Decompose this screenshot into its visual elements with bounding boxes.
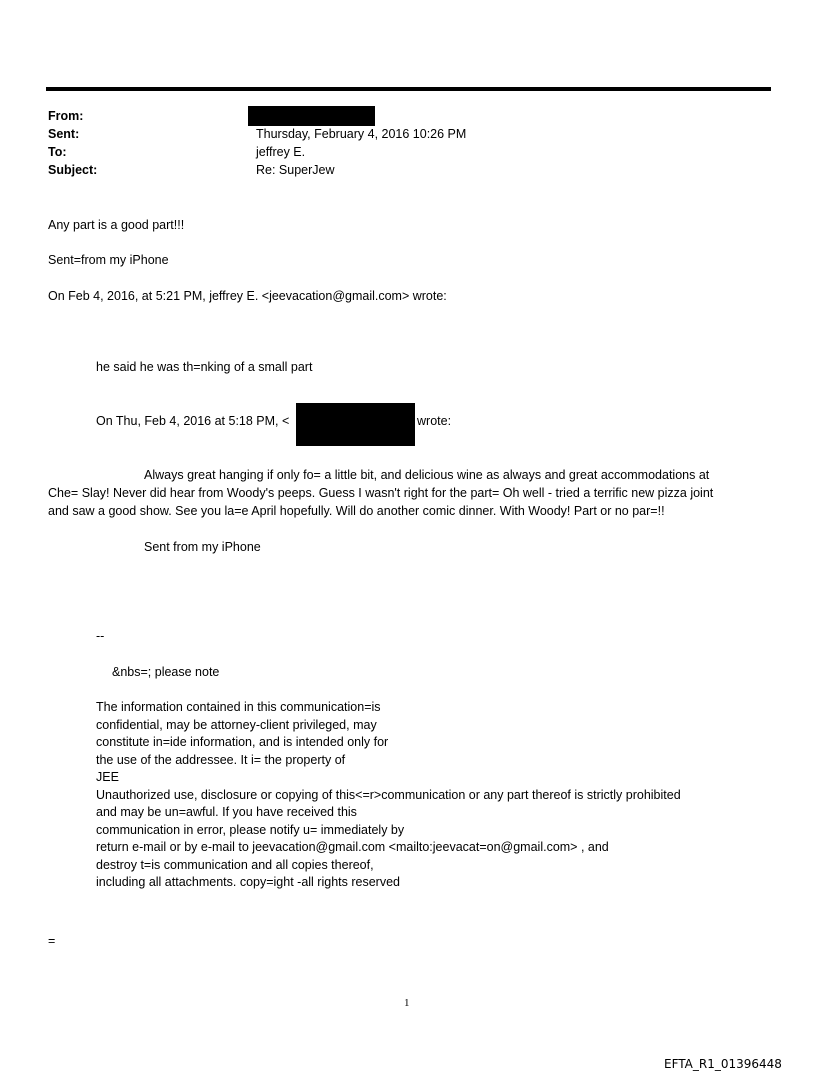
inner-attribution-prefix: On Thu, Feb 4, 2016 at 5:18 PM, < <box>96 414 290 428</box>
disclaimer-line: the use of the addressee. It i= the property of <box>96 752 346 767</box>
disclaimer-line: communication in error, please notify u= immediately by <box>96 822 405 837</box>
quoted-reply: he said he was th=nking of a small part <box>96 360 313 374</box>
disclaimer-line: and may be un=awful. If you have received this <box>96 805 357 819</box>
inner-sender-redaction <box>296 403 415 446</box>
to-label: To: <box>48 145 67 159</box>
reply-line: Any part is a good part!!! <box>48 218 185 232</box>
inner-message-line-3: and saw a good show. See you la=e April hopefully. Will do another comic dinner. With Woody! Part or no par=!! <box>48 504 665 518</box>
subject-value: Re: SuperJew <box>256 163 335 177</box>
disclaimer-line: confidential, may be attorney-client privileged, may <box>96 717 377 732</box>
to-value: jeffrey E. <box>256 145 306 159</box>
subject-label: Subject: <box>48 163 98 177</box>
disclaimer-line: including all attachments. copy=ight -all rights reserved <box>96 875 400 889</box>
disclaimer-line: destroy t=is communication and all copies thereof, <box>96 857 374 872</box>
disclaimer <box>96 699 681 892</box>
disclaimer-line: return e-mail or by e-mail to jeevacation@gmail.com <mailto:jeevacat=on@gmail.com> , and <box>96 840 609 854</box>
sent-value: Thursday, February 4, 2016 10:26 PM <box>256 127 467 141</box>
quote-attribution: On Feb 4, 2016, at 5:21 PM, jeffrey E. <jeevacation@gmail.com> wrote: <box>48 289 447 303</box>
signature-dashes: -- <box>96 629 105 643</box>
please-note: &nbs=; please note <box>112 665 220 679</box>
page-number: 1 <box>404 997 410 1009</box>
header-rule <box>46 87 771 91</box>
inner-attribution-suffix: wrote: <box>417 414 452 428</box>
disclaimer-line: JEE <box>96 770 119 784</box>
inner-signature: Sent from my iPhone <box>144 540 261 554</box>
disclaimer-line: Unauthorized use, disclosure or copying of this<=r>communication or any part thereof is strictly prohibited <box>96 787 681 802</box>
from-label: From: <box>48 109 84 123</box>
sent-label: Sent: <box>48 127 80 141</box>
trailing-equals: = <box>48 934 56 948</box>
from-redaction <box>248 106 375 126</box>
disclaimer-line: constitute in=ide information, and is intended only for <box>96 735 389 749</box>
document-id: EFTA_R1_01396448 <box>664 1057 782 1071</box>
inner-message-line-1: Always great hanging if only fo= a little bit, and delicious wine as always and great accommodations at <box>144 468 710 482</box>
reply-signature: Sent=from my iPhone <box>48 253 169 267</box>
inner-message-line-2: Che= Slay! Never did hear from Woody's peeps. Guess I wasn't right for the part= Oh well - tried a terrific new pizza joint <box>48 486 714 500</box>
disclaimer-line: The information contained in this communication=is <box>96 700 381 714</box>
